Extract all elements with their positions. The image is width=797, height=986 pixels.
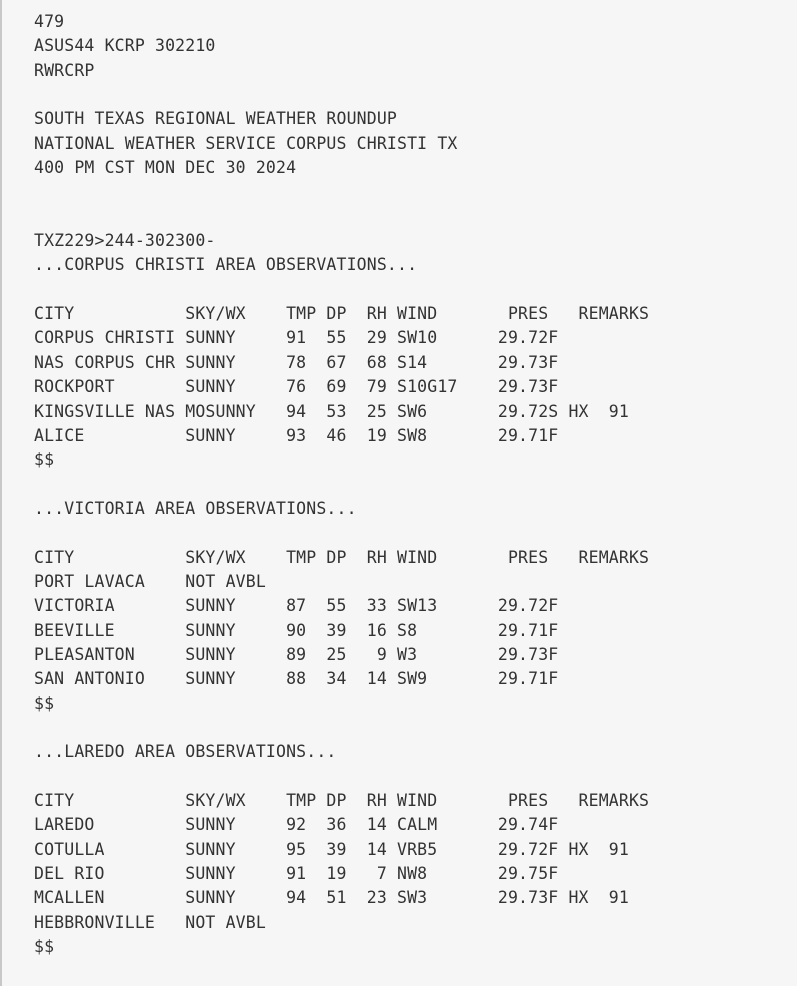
product-line xyxy=(34,521,649,545)
product-line xyxy=(34,765,649,789)
product-line: ALICE SUNNY 93 46 19 SW8 29.71F xyxy=(34,425,559,445)
product-line: ASUS44 KCRP 302210 xyxy=(34,36,216,56)
product-line xyxy=(34,205,649,229)
product-line: SOUTH TEXAS REGIONAL WEATHER ROUNDUP xyxy=(34,109,398,129)
product-line: COTULLA SUNNY 95 39 14 VRB5 29.72F HX 91 xyxy=(34,839,629,859)
product-line: NATIONAL WEATHER SERVICE CORPUS CHRISTI TX xyxy=(34,133,458,153)
product-line: ...LAREDO AREA OBSERVATIONS... xyxy=(34,742,337,762)
product-line: LAREDO SUNNY 92 36 14 CALM 29.74F xyxy=(34,815,559,835)
product-line: KINGSVILLE NAS MOSUNNY 94 53 25 SW6 29.72S HX 91 xyxy=(34,401,629,421)
product-line: ...VICTORIA AREA OBSERVATIONS... xyxy=(34,498,357,518)
product-line: DEL RIO SUNNY 91 19 7 NW8 29.75F xyxy=(34,864,559,884)
product-line: CITY SKY/WX TMP DP RH WIND PRES REMARKS xyxy=(34,791,650,810)
product-line xyxy=(34,180,649,204)
product-line: CITY SKY/WX TMP DP RH WIND PRES REMARKS xyxy=(34,304,650,324)
product-line xyxy=(34,83,649,107)
product-line xyxy=(34,473,649,497)
product-line: MCALLEN SUNNY 94 51 23 SW3 29.73F HX 91 xyxy=(34,888,629,908)
product-line: CORPUS CHRISTI SUNNY 91 55 29 SW10 29.72F xyxy=(34,328,559,348)
product-line: PLEASANTON SUNNY 89 25 9 W3 29.73F xyxy=(34,644,559,664)
product-line: SAN ANTONIO SUNNY 88 34 14 SW9 29.71F xyxy=(34,669,559,689)
product-line: VICTORIA SUNNY 87 55 33 SW13 29.72F xyxy=(34,596,559,616)
product-line: ROCKPORT SUNNY 76 69 79 S10G17 29.73F xyxy=(34,377,559,397)
product-line: 479 xyxy=(34,12,65,31)
product-line: HEBBRONVILLE NOT AVBL xyxy=(34,912,266,932)
product-line xyxy=(34,278,649,302)
product-line: 400 PM CST MON DEC 30 2024 xyxy=(34,158,297,178)
weather-roundup-text xyxy=(34,10,649,959)
product-line: $$ xyxy=(34,450,55,470)
product-line: PORT LAVACA NOT AVBL xyxy=(34,571,266,591)
product-line: RWRCRP xyxy=(34,60,95,80)
product-line: $$ xyxy=(34,937,55,957)
product-line: BEEVILLE SUNNY 90 39 16 S8 29.71F xyxy=(34,620,559,640)
product-line: ...CORPUS CHRISTI AREA OBSERVATIONS... xyxy=(34,255,418,275)
product-line: CITY SKY/WX TMP DP RH WIND PRES REMARKS xyxy=(34,547,650,567)
product-line: $$ xyxy=(34,693,55,713)
product-line: NAS CORPUS CHR SUNNY 78 67 68 S14 29.73F xyxy=(34,352,559,372)
product-line: TXZ229>244-302300- xyxy=(34,231,216,251)
product-line xyxy=(34,716,649,740)
